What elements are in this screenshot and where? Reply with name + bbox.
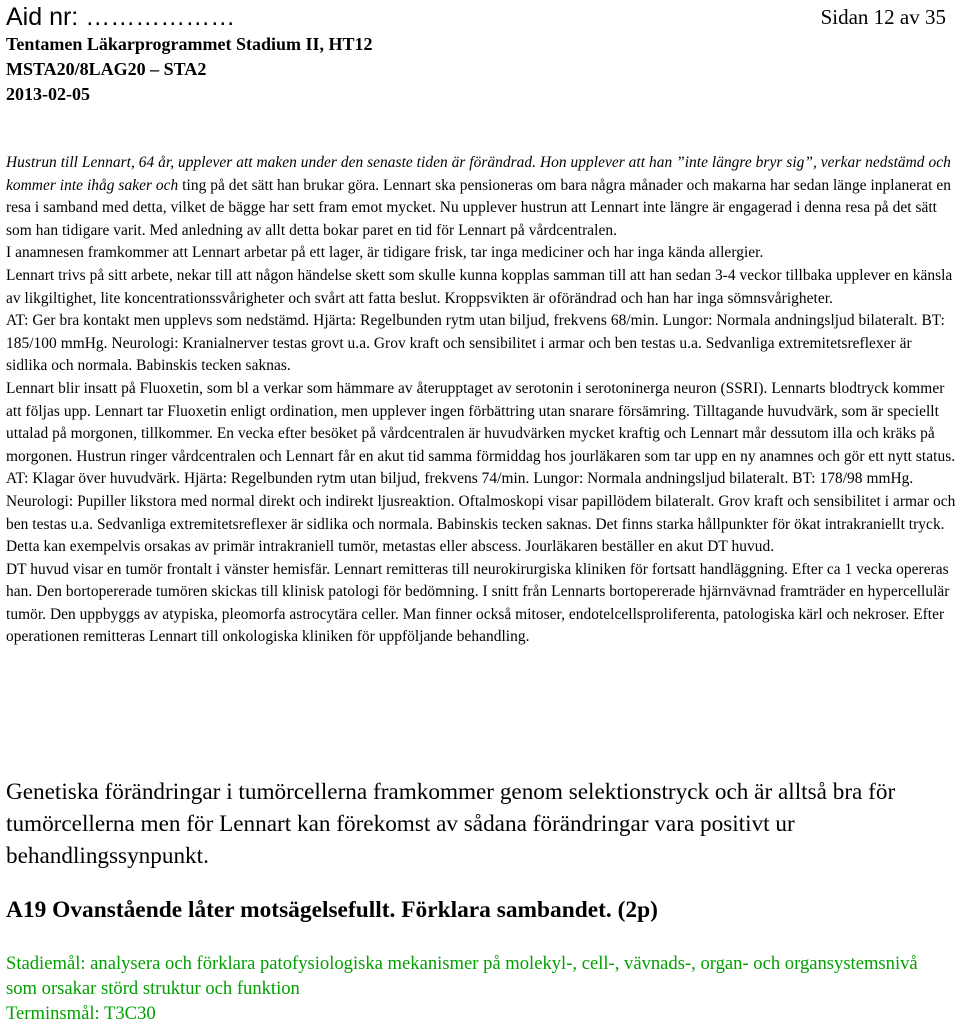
- stage-goal: Stadiemål: analysera och förklara patofysiologiska mekanismer på molekyl-, cell-, vävnads-, organ- och organsystemsnivå som orsakar störd struktur och funktion: [6, 953, 918, 999]
- case-intro-continuation: ting på det sätt han brukar göra. Lennart ska pensioneras om bara några månader och makarna har sedan länge inplanerat en resa i samband med detta, vilket de bägge har sett fram emot mycket. Nu upplever hustrun att Lennart inte längre är engagerad i denna resa på det sätt som han tidigare varit. Med anledning av allt detta bokar paret en tid för Lennart på vårdcentralen.: [6, 176, 952, 239]
- exam-title: Tentamen Läkarprogrammet Stadium II, HT12: [6, 34, 373, 54]
- case-paragraph-intro: [6, 152, 956, 242]
- term-goal: Terminsmål: T3C30: [6, 1003, 156, 1024]
- case-paragraph-status-first: AT: Ger bra kontakt men upplevs som nedstämd. Hjärta: Regelbunden rytm utan biljud, frekvens 68/min. Lungor: Normala andningsljud bilateralt. BT: 185/100 mmHg. Neurologi: Kranialnerver testas grovt u.a. Grov kraft och sensibilitet i armar och ben testas u.a. Sedvanliga extremitetsreflexer är sidlika och normala. Babinskis tecken saknas.: [6, 312, 945, 375]
- case-description: [6, 152, 956, 649]
- case-intro-italic: Hustrun till Lennart, 64 år, upplever att maken under den senaste tiden är förändrad. Hon upplever att han ”inte längre bryr sig”, verkar nedstämd och kommer inte ihåg saker och: [6, 154, 951, 194]
- case-paragraph-treatment: Lennart blir insatt på Fluoxetin, som bl a verkar som hämmare av återupptaget av serotonin i serotoninerga neuron (SSRI). Lennarts blodtryck kommer att följas upp. Lennart tar Fluoxetin enligt ordination, men upplever ingen förbättring utan snarare försämring. Tilltagande huvudvärk, som är speciellt uttalad på morgonen, tillkommer. En vecka efter besöket på vårdcentralen är huvudvärken mycket kraftig och Lennart mår dessutom illa och kräks på morgonen. Hustrun ringer vårdcentralen och Lennart får en akut tid samma förmiddag hos jourläkaren som tar upp en ny anamnes och gör ett nytt status. AT: Klagar över huvudvärk. Hjärta: Regelbunden rytm utan biljud, frekvens 74/min. Lungor: Normala andningsljud bilateralt. BT: 178/98 mmHg. Neurologi: Pupiller likstora med normal direkt och indirekt ljusreaktion. Oftalmoskopi visar papillödem bilateralt. Grov kraft och sensibilitet i armar och ben testas u.a. Sedvanliga extremitetsreflexer är sidlika och normala. Babinskis tecken saknas. Det finns starka hållpunkter för ökat intrakraniellt tryck. Detta kan exempelvis orsakas av primär intrakraniell tumör, metastas eller abscess. Jourläkaren beställer en akut DT huvud.: [6, 379, 956, 556]
- case-paragraph-symptoms: Lennart trivs på sitt arbete, nekar till att någon händelse skett som skulle kunna kopplas samman till att han sedan 3-4 veckor tillbaka upplever en känsla av likgiltighet, lite koncentrationssvårigheter och svårt att fatta beslut. Kroppsvikten är oförändrad och han har inga sömnsvårigheter.: [6, 266, 953, 307]
- page-number: Sidan 12 av 35: [820, 5, 946, 29]
- page-header: [6, 2, 946, 107]
- case-paragraph-anamnesis: I anamnesen framkommer att Lennart arbetar på ett lager, är tidigare frisk, tar inga mediciner och har inga kända allergier.: [6, 244, 764, 262]
- question-a19: A19 Ovanstående låter motsägelsefullt. Förklara sambandet. (2p): [6, 897, 658, 923]
- aid-number-label: Aid nr: ………………: [6, 3, 236, 31]
- course-codes: MSTA20/8LAG20 – STA2: [6, 59, 207, 79]
- genetics-statement: Genetiska förändringar i tumörcellerna framkommer genom selektionstryck och är alltså bra för tumörcellerna men för Lennart kan förekomst av sådana förändringar vara positivt ur behandlingssynpunkt.: [6, 779, 896, 869]
- case-paragraph-ct-surgery: DT huvud visar en tumör frontalt i vänster hemisfär. Lennart remitteras till neurokirurgiska kliniken för fortsatt handläggning. Efter ca 1 vecka opereras han. Den bortopererade tumören skickas till klinisk patologi för bedömning. I snitt från Lennarts bortopererade hjärnvävnad framträder en hypercellulär tumör. Den uppbyggs av atypiska, pleomorfa astrocytära celler. Man finner också mitoser, endotelcellsproliferenta, patologiska kärl och nekroser. Efter operationen remitteras Lennart till onkologiska kliniken för uppföljande behandling.: [6, 560, 950, 646]
- learning-goals: [6, 951, 951, 1026]
- exam-date: 2013-02-05: [6, 84, 90, 104]
- aid-line: [6, 2, 946, 32]
